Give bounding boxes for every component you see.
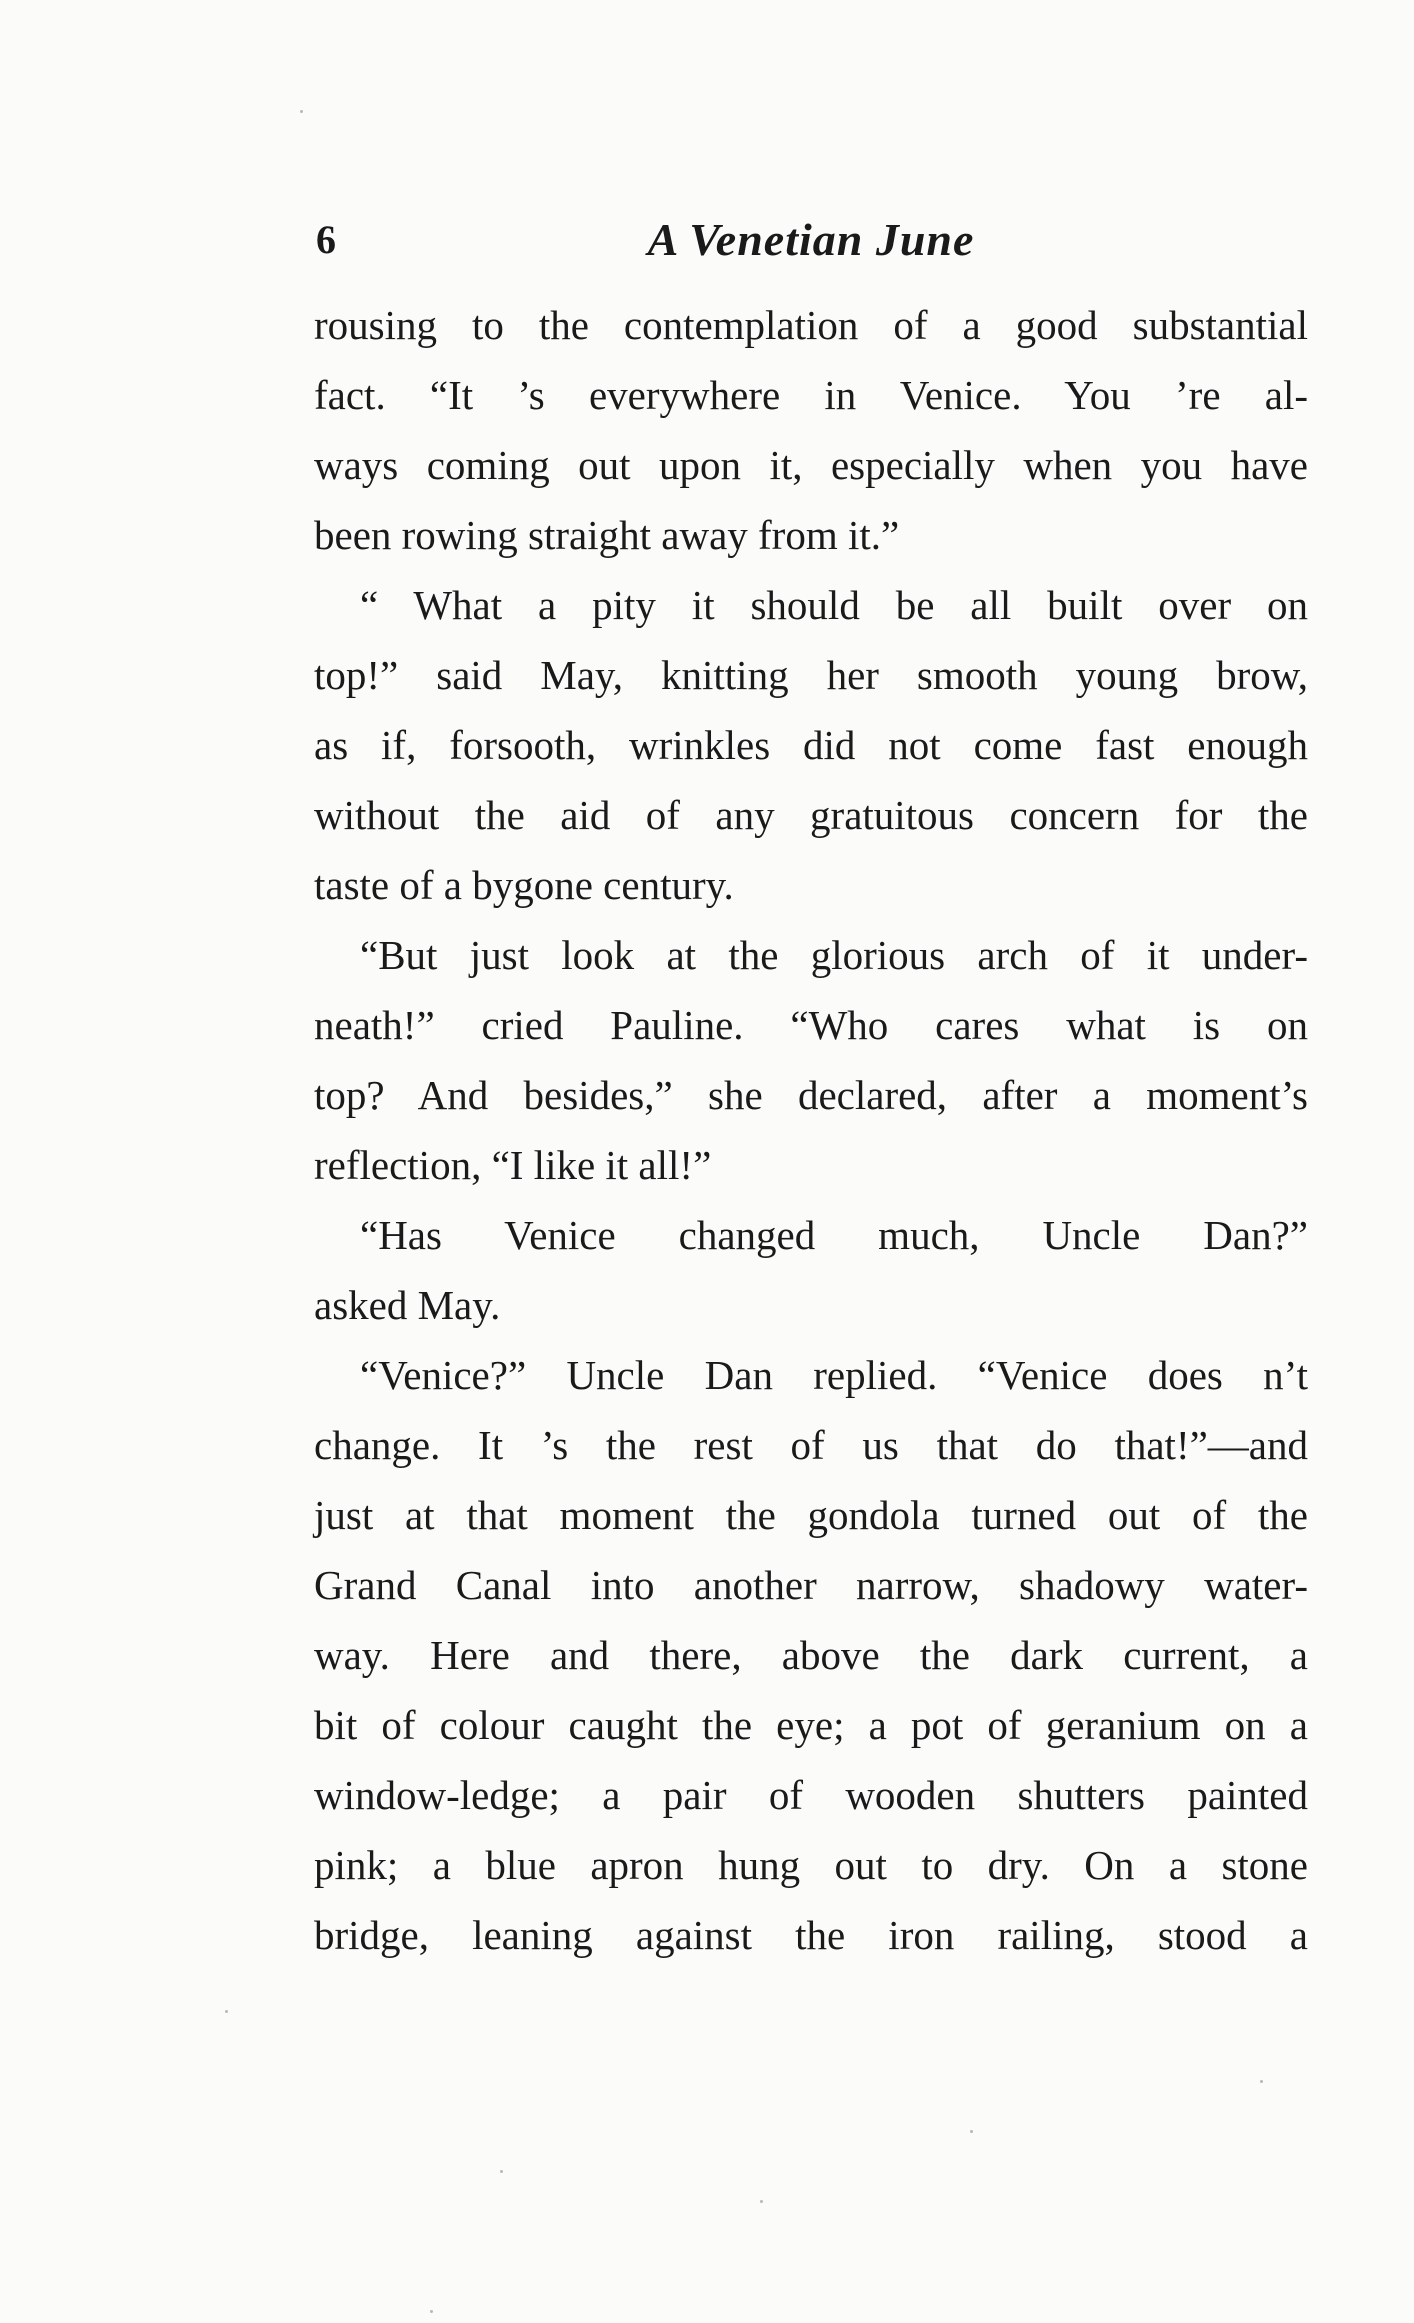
text-line: reflection, “I like it all!”	[314, 1142, 712, 1188]
paper-speck	[1260, 2080, 1263, 2083]
text-line: taste of a bygone century.	[314, 862, 734, 908]
text-line: change. It ’s the rest of us that do that!”—and	[314, 1422, 1308, 1468]
page-content	[314, 210, 1308, 1970]
text-line: bridge, leaning against the iron railing, stood a	[314, 1912, 1308, 1958]
text-line: “But just look at the glorious arch of it under-	[360, 932, 1308, 978]
text-line: been rowing straight away from it.”	[314, 512, 900, 558]
paper-speck	[225, 2010, 228, 2013]
text-line: “Venice?” Uncle Dan replied. “Venice does n’t	[360, 1352, 1308, 1398]
paper-speck	[430, 2310, 433, 2313]
text-line: top!” said May, knitting her smooth young brow,	[314, 652, 1308, 698]
page-number: 6	[316, 217, 336, 262]
body-text	[314, 290, 1308, 1970]
paper-speck	[500, 2170, 503, 2173]
text-line: fact. “It ’s everywhere in Venice. You ’re al-	[314, 372, 1308, 418]
text-line: ways coming out upon it, especially when you have	[314, 442, 1308, 488]
running-header	[314, 210, 1308, 280]
paper-speck	[300, 110, 303, 113]
text-line: window-ledge; a pair of wooden shutters painted	[314, 1772, 1308, 1818]
text-line: asked May.	[314, 1282, 501, 1328]
text-line: rousing to the contemplation of a good substantial	[314, 302, 1308, 348]
paper-speck	[760, 2200, 763, 2203]
text-line: pink; a blue apron hung out to dry. On a stone	[314, 1842, 1308, 1888]
text-line: Grand Canal into another narrow, shadowy water-	[314, 1562, 1308, 1608]
paper-speck	[970, 2130, 973, 2133]
running-title: A Venetian June	[647, 214, 975, 265]
text-line: way. Here and there, above the dark current, a	[314, 1632, 1308, 1678]
text-line: just at that moment the gondola turned out of the	[314, 1492, 1308, 1538]
text-line: bit of colour caught the eye; a pot of geranium on a	[314, 1702, 1308, 1748]
text-line: “Has Venice changed much, Uncle Dan?”	[360, 1212, 1308, 1258]
text-line: top? And besides,” she declared, after a moment’s	[314, 1072, 1308, 1118]
text-line: “ What a pity it should be all built over on	[360, 582, 1308, 628]
text-line: neath!” cried Pauline. “Who cares what is on	[314, 1002, 1308, 1048]
text-line: without the aid of any gratuitous concern for the	[314, 792, 1308, 838]
text-line: as if, forsooth, wrinkles did not come fast enough	[314, 722, 1308, 768]
